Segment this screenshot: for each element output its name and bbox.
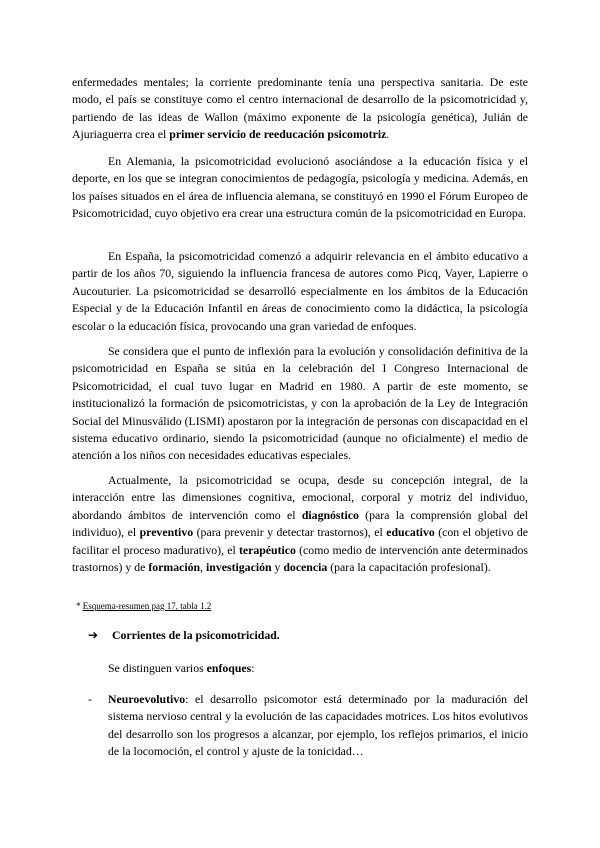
text-segment: , bbox=[200, 560, 207, 575]
bullet-description: : el desarrollo psicomotor está determinado por la maduración del sistema nervioso central y la evolución de las capacidades motrices. Los hitos evolutivos del desarrollo son los progresos a alcanzar, por ejemplo, los reflejos primarios, el inicio de la locomoción, el control y ajuste de la tonicidad… bbox=[108, 692, 528, 759]
bold-educativo: educativo bbox=[386, 525, 435, 540]
footnote-marker: * bbox=[76, 601, 83, 611]
text-segment: Actualmente, la psicomotricidad se ocupa, desde su concepción integral, de la interacción entre las dimensiones cognitiva, emocional, corporal y motriz del individuo, abordando ámbitos de intervención como el bbox=[72, 473, 528, 522]
paragraph-turning-point: Se considera que el punto de inflexión para la evolución y consolidación definitiva de la psicomotricidad en España se sitúa en la celebración del I Congreso Internacional de Psicomotricidad, el cual tuvo lugar en Madrid en 1980. A partir de este momento, se institucionalizó la formación de psicomotricistas, y con la aprobación de la Ley de Integración Social del Minusválido (LISMI) apostaron por la integración de personas con discapacidad en el sistema educativo ordinario, siendo la psicomotricidad (aunque no oficialmente) el medio de atención a los niños con necesidades educativas especiales. bbox=[72, 344, 528, 463]
arrow-right-icon: ➔ bbox=[88, 628, 99, 642]
footnote bbox=[76, 600, 211, 612]
paragraph-text: enfermedades mentales; la corriente predominante tenía una perspectiva sanitaria. De este modo, el país se constituye como el centro internacional de desarrollo de la psicomotricidad y, partiendo de las ideas de Wallon (máximo exponente de la psicología genética), Julián de Ajuriaguerra crea el bbox=[72, 75, 528, 142]
intro-line bbox=[108, 660, 255, 677]
footnote-link[interactable]: Esquema-resumen pag 17, tabla 1.2 bbox=[82, 601, 212, 611]
intro-end: : bbox=[251, 661, 255, 675]
section-heading bbox=[88, 627, 280, 644]
bold-terapeutico: terapéutico bbox=[238, 542, 296, 557]
bold-diagnostico: diagnóstico bbox=[301, 507, 359, 522]
bold-term: primer servicio de reeducación psicomotriz bbox=[169, 127, 387, 142]
text-segment: y bbox=[271, 560, 284, 575]
bullet-dash: - bbox=[88, 692, 92, 706]
text-segment: (para prevenir y detectar trastornos), el bbox=[193, 525, 387, 540]
bold-preventivo: preventivo bbox=[139, 525, 194, 540]
text-segment: (para la comprensión global del individuo), el bbox=[72, 507, 528, 540]
bold-neuroevolutivo: Neuroevolutivo bbox=[108, 692, 186, 706]
section-heading-text: Corrientes de la psicomotricidad. bbox=[112, 628, 280, 642]
bold-investigacion: investigación bbox=[206, 560, 272, 575]
paragraph-current bbox=[72, 472, 528, 576]
paragraph-spain: En España, la psicomotricidad comenzó a adquirir relevancia en el ámbito educativo a partir de los años 70, siguiendo la influencia francesa de autores como Picq, Vayer, Lapierre o Aucouturier. La psicomotricidad se desarrolló especialmente en los ámbitos de la Educación Especial y de la Educación Infantil en áreas de conocimiento como la didáctica, la psicología escolar o la educación física, provocando una gran variedad de enfoques. bbox=[72, 249, 528, 333]
bold-enfoques: enfoques bbox=[206, 661, 252, 675]
paragraph-germany: En Alemania, la psicomotricidad evolucionó asociándose a la educación física y el deporte, en los que se integran conocimientos de pedagogía, psicología y medicina. Además, en los países situados en el área de influencia alemana, se constituyó en 1990 el Fórum Europeo de Psicomotricidad, cuyo objetivo era crear una estructura común de la psicomotricidad en Europa. bbox=[72, 154, 528, 221]
bullet-text bbox=[108, 691, 528, 761]
bold-formacion: formación bbox=[148, 560, 201, 575]
bold-docencia: docencia bbox=[283, 560, 328, 575]
list-item bbox=[88, 691, 528, 761]
intro-text: Se distinguen varios bbox=[108, 661, 207, 675]
text-segment: (para la capacitación profesional). bbox=[327, 560, 491, 575]
paragraph-end: . bbox=[386, 127, 390, 142]
text-segment: (como medio de intervención ante determinados trastornos) y de bbox=[72, 542, 528, 575]
text-segment: (con el objetivo de facilitar el proceso madurativo), el bbox=[72, 525, 528, 557]
paragraph-france bbox=[72, 74, 528, 144]
